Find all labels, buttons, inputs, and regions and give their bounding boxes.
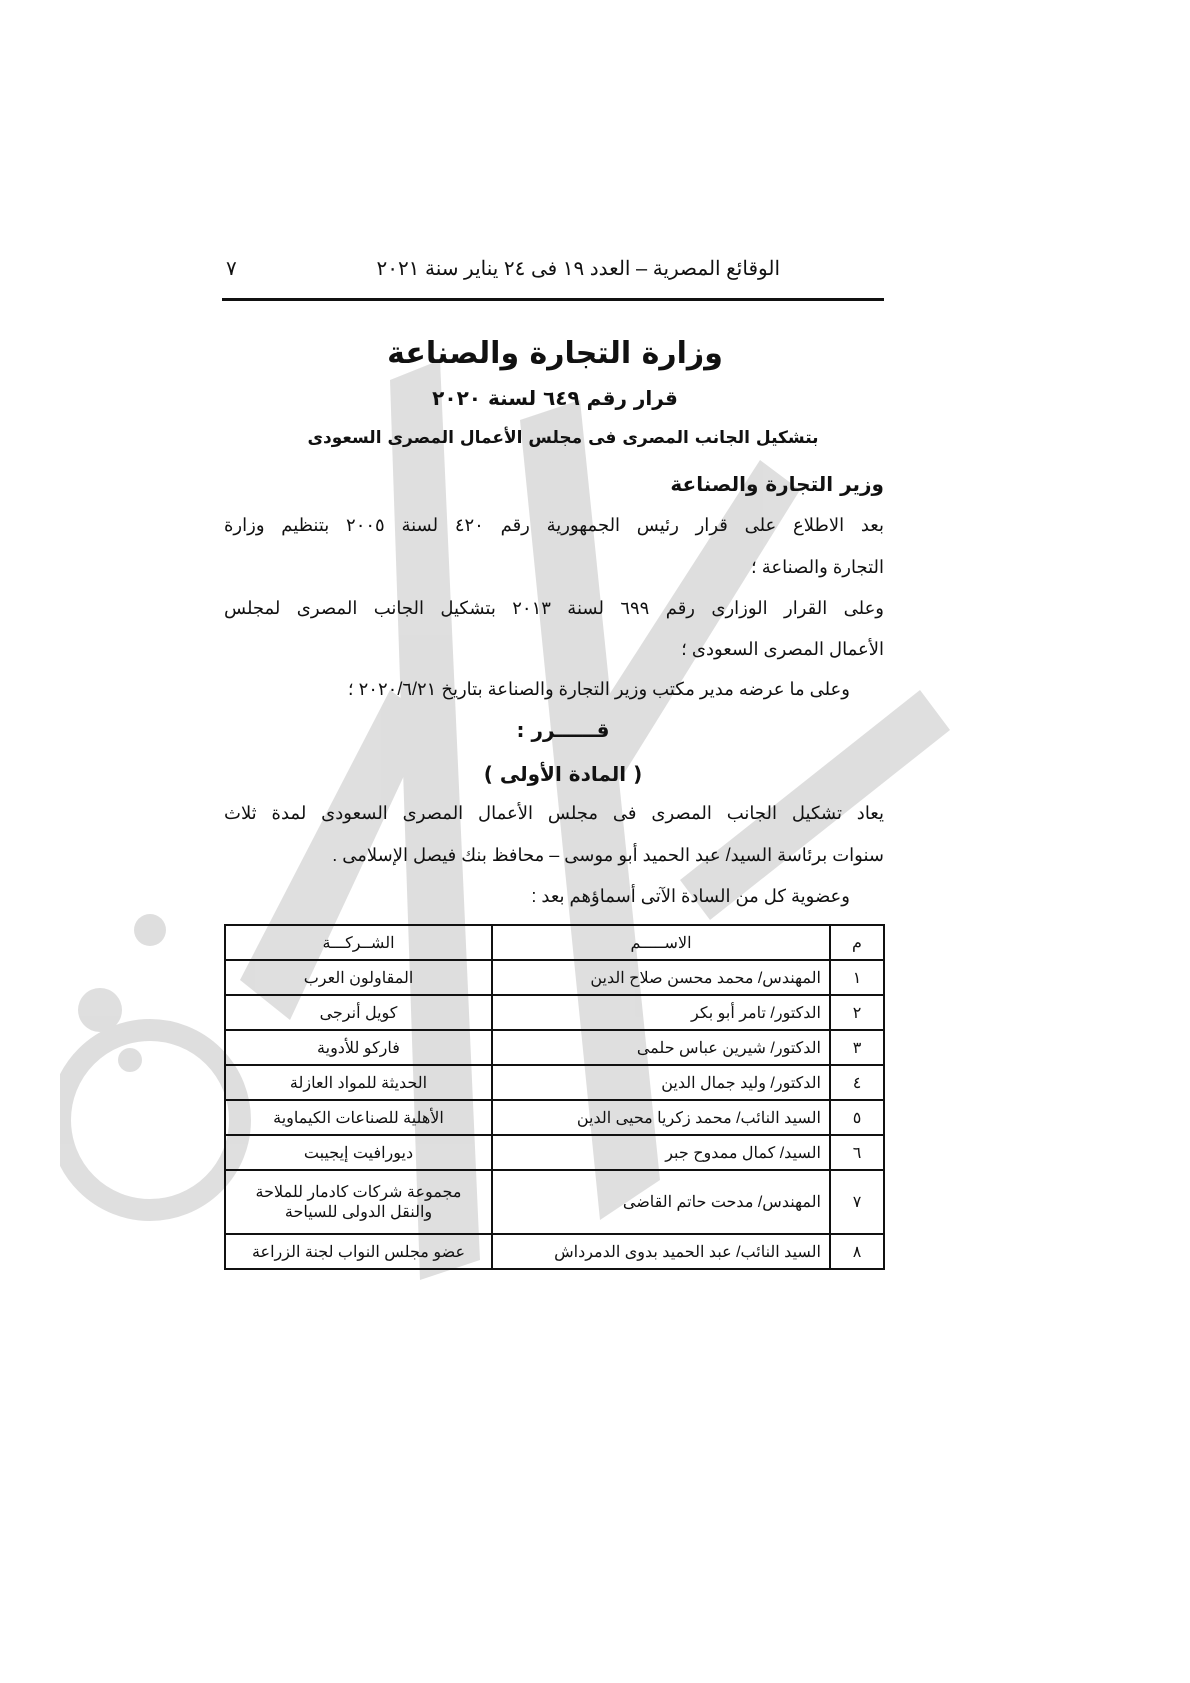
table-header-row <box>225 925 884 960</box>
preamble-1-line2: التجارة والصناعة ؛ <box>751 557 884 577</box>
decree-subject: بتشكيل الجانب المصرى فى مجلس الأعمال المصرى السعودى <box>307 428 819 448</box>
table-row <box>225 1030 884 1065</box>
member-name: السيد/ كمال ممدوح جبر <box>492 1135 830 1170</box>
header-number: م <box>830 925 884 960</box>
page-number: ٧ <box>226 256 237 280</box>
running-header: الوقائع المصرية – العدد ١٩ فى ٢٤ يناير سنة ٢٠٢١ <box>376 258 780 280</box>
member-company: فاركو للأدوية <box>225 1030 492 1065</box>
member-name: المهندس/ محمد محسن صلاح الدين <box>492 960 830 995</box>
row-number: ٥ <box>830 1100 884 1135</box>
member-company: كويل أنرجى <box>225 995 492 1030</box>
article-line2: سنوات برئاسة السيد/ عبد الحميد أبو موسى – محافظ بنك فيصل الإسلامى . <box>332 845 884 865</box>
table-row <box>225 1100 884 1135</box>
table-row <box>225 1170 884 1234</box>
member-name: الدكتور/ شيرين عباس حلمى <box>492 1030 830 1065</box>
member-name: الدكتور/ تامر أبو بكر <box>492 995 830 1030</box>
article-line3: وعضوية كل من السادة الآتى أسماؤهم بعد : <box>531 886 850 906</box>
member-name: المهندس/ مدحت حاتم القاضى <box>492 1170 830 1234</box>
member-name: السيد النائب/ عبد الحميد بدوى الدمرداش <box>492 1234 830 1269</box>
preamble-1-line1: بعد الاطلاع على قرار رئيس الجمهورية رقم ٤٢٠ لسنة ٢٠٠٥ بتنظيم وزارة <box>224 515 884 535</box>
member-company: مجموعة شركات كادمار للملاحة والنقل الدولى للسياحة <box>225 1170 492 1234</box>
table-row <box>225 1065 884 1100</box>
article-title: ( المادة الأولى ) <box>483 762 643 786</box>
member-name: السيد النائب/ محمد زكريا محيى الدين <box>492 1100 830 1135</box>
members-table <box>224 924 885 1270</box>
table-row <box>225 960 884 995</box>
member-company: الأهلية للصناعات الكيماوية <box>225 1100 492 1135</box>
row-number: ٢ <box>830 995 884 1030</box>
row-number: ٦ <box>830 1135 884 1170</box>
member-name: الدكتور/ وليد جمال الدين <box>492 1065 830 1100</box>
preamble-2-line2: الأعمال المصرى السعودى ؛ <box>681 639 884 659</box>
row-number: ٤ <box>830 1065 884 1100</box>
decided-heading: قــــــرر : <box>516 718 610 742</box>
table-row <box>225 1234 884 1269</box>
member-company: المقاولون العرب <box>225 960 492 995</box>
decree-title: قرار رقم ٦٤٩ لسنة ٢٠٢٠ <box>432 386 678 410</box>
table-row <box>225 995 884 1030</box>
ministry-title: وزارة التجارة والصناعة <box>387 336 723 371</box>
header-company: الشــركـــة <box>225 925 492 960</box>
header-rule <box>222 298 884 301</box>
issuer: وزير التجارة والصناعة <box>670 472 884 496</box>
table-row <box>225 1135 884 1170</box>
row-number: ١ <box>830 960 884 995</box>
row-number: ٧ <box>830 1170 884 1234</box>
member-company: ديورافيت إيجيبت <box>225 1135 492 1170</box>
row-number: ٣ <box>830 1030 884 1065</box>
article-line1: يعاد تشكيل الجانب المصرى فى مجلس الأعمال المصرى السعودى لمدة ثلاث <box>224 803 884 823</box>
row-number: ٨ <box>830 1234 884 1269</box>
member-company: عضو مجلس النواب لجنة الزراعة <box>225 1234 492 1269</box>
member-company: الحديثة للمواد العازلة <box>225 1065 492 1100</box>
preamble-2-line1: وعلى القرار الوزارى رقم ٦٩٩ لسنة ٢٠١٣ بتشكيل الجانب المصرى لمجلس <box>224 598 884 618</box>
header-name: الاســـــم <box>492 925 830 960</box>
preamble-3: وعلى ما عرضه مدير مكتب وزير التجارة والصناعة بتاريخ ٢٠٢٠/٦/٢١ ؛ <box>347 679 850 699</box>
